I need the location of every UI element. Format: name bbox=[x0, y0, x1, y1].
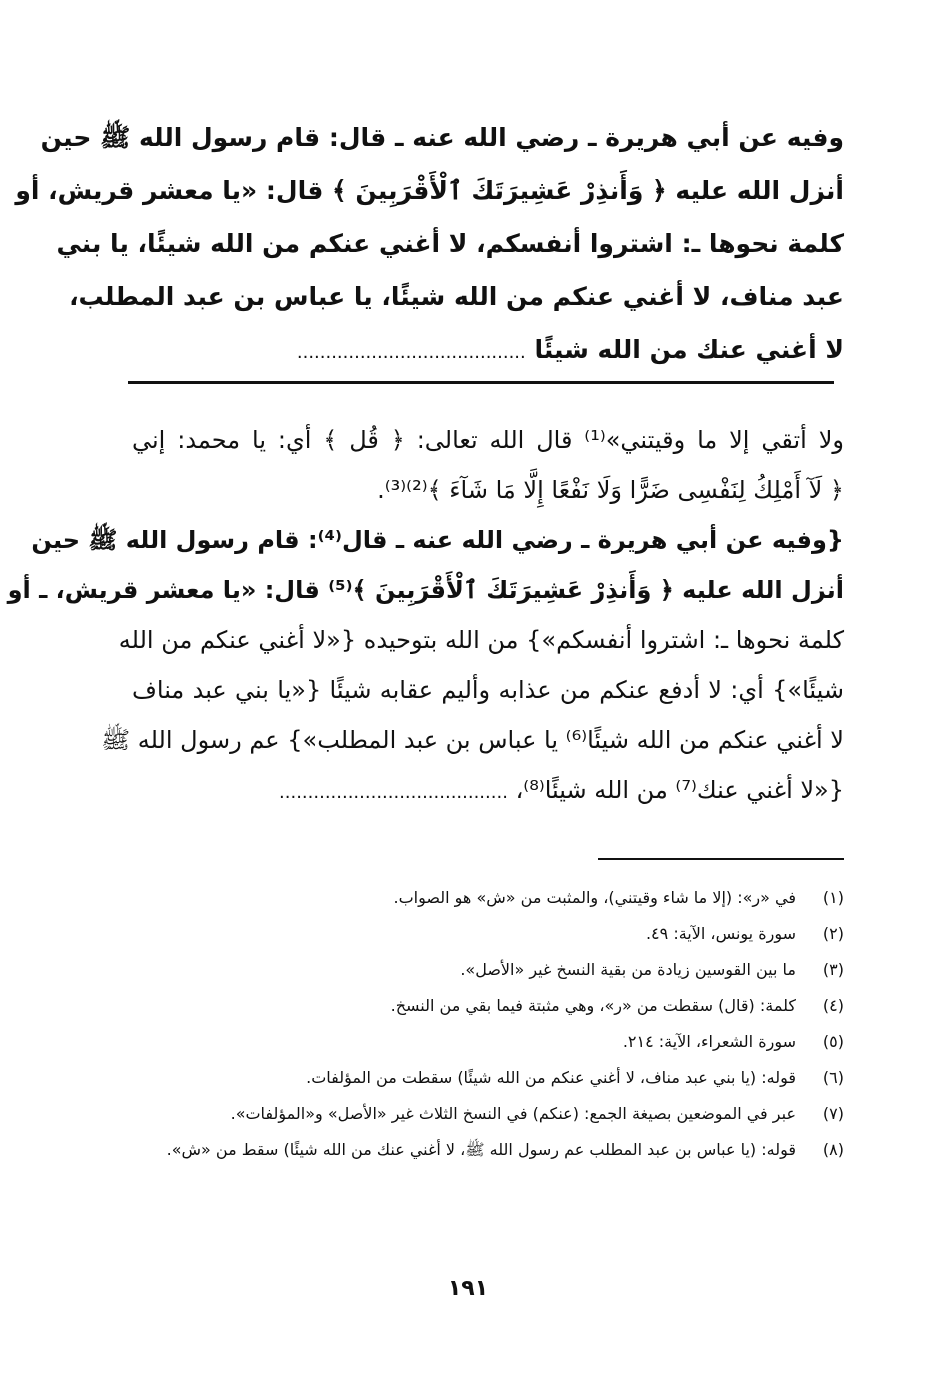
commentary-line: شيئًا»} أي: لا أدفع عنكم من عذابه وأليم عقابه شيئًا {«يا بني عبد مناف bbox=[132, 676, 844, 704]
footnote-number: (٥) bbox=[822, 1032, 844, 1051]
footnotes-section bbox=[132, 880, 844, 1168]
hadith-line: أنزل الله عليه ﴿ وَأَنذِرْ عَشِيرَتَكَ ٱلْأَقْرَبِينَ ﴾ قال: «يا معشر قريش، أو bbox=[15, 176, 844, 205]
continuation-dots: ........................................ bbox=[279, 782, 508, 803]
footnote-number: (٤) bbox=[822, 996, 844, 1015]
footnote-item bbox=[132, 952, 844, 988]
footnote-text: سورة الشعراء، الآية: ٢١٤. bbox=[622, 1032, 796, 1051]
footnote-text: قوله: (يا بني عبد مناف، لا أغني عنكم من الله شيئًا) سقطت من المؤلفات. bbox=[306, 1068, 796, 1087]
footnote-item bbox=[132, 1096, 844, 1132]
hadith-line-last bbox=[132, 323, 844, 376]
hadith-text-block bbox=[15, 111, 844, 376]
footnote-text: ما بين القوسين زيادة من بقية النسخ غير «الأصل». bbox=[460, 960, 796, 979]
page-number: ١٩١ bbox=[447, 1276, 489, 1301]
commentary-line: لا أغني عنكم من الله شيئًا⁽⁶⁾ يا عباس بن عبد المطلب»} عم رسول الله ﷺ bbox=[101, 726, 844, 754]
hadith-line: كلمة نحوها ـ: اشتروا أنفسكم، لا أغني عنكم من الله شيئًا، يا بني bbox=[56, 229, 844, 258]
continuation-dots: ........................................ bbox=[296, 342, 526, 363]
commentary-line: {وفيه عن أبي هريرة ـ رضي الله عنه ـ قال⁽⁴⁾: قام رسول الله ﷺ حين bbox=[31, 526, 844, 554]
footnote-item bbox=[132, 1024, 844, 1060]
hadith-line-text: لا أغني عنك من الله شيئًا bbox=[534, 335, 844, 364]
footnote-number: (٢) bbox=[822, 924, 844, 943]
commentary-line: كلمة نحوها ـ: اشتروا أنفسكم»} من الله بتوحيده {«لا أغني عنكم من الله bbox=[118, 626, 844, 654]
footnote-number: (٦) bbox=[822, 1068, 844, 1087]
footnote-text: عبر في الموضعين بصيغة الجمع: (عنكم) في النسخ الثلاث غير «الأصل» و«المؤلفات». bbox=[230, 1104, 796, 1123]
footnote-number: (١) bbox=[822, 888, 844, 907]
footnote-item bbox=[132, 988, 844, 1024]
footnote-item bbox=[132, 1060, 844, 1096]
footnote-divider bbox=[598, 858, 844, 860]
hadith-line: عبد مناف، لا أغني عنكم من الله شيئًا، يا عباس بن عبد المطلب، bbox=[69, 282, 844, 311]
commentary-line: ﴿ لَآ أَمْلِكُ لِنَفْسِى ضَرًّا وَلَا نَفْعًا إِلَّا مَا شَآءَ ﴾⁽²⁾⁽³⁾. bbox=[377, 476, 844, 504]
footnote-item bbox=[132, 1132, 844, 1168]
commentary-line-last bbox=[132, 765, 844, 815]
footnote-text: كلمة: (قال) سقطت من «ر»، وهي مثبتة فيما بقي من النسخ. bbox=[390, 996, 796, 1015]
footnote-text: سورة يونس، الآية: ٤٩. bbox=[645, 924, 796, 943]
footnote-text: في «ر»: (إلا ما شاء وقيتني)، والمثبت من «ش» هو الصواب. bbox=[393, 888, 796, 907]
footnote-number: (٧) bbox=[822, 1104, 844, 1123]
footnote-text: قوله: (يا عباس بن عبد المطلب عم رسول الله ﷺ، لا أغني عنك من الله شيئًا) سقط من «ش». bbox=[166, 1140, 796, 1159]
footnote-item bbox=[132, 916, 844, 952]
commentary-line: ولا أتقي إلا ما وقيتني»⁽¹⁾ قال الله تعالى: ﴿ قُل ﴾ أي: يا محمد: إني bbox=[132, 426, 844, 454]
footnote-number: (٨) bbox=[822, 1140, 844, 1159]
hadith-line: وفيه عن أبي هريرة ـ رضي الله عنه ـ قال: قام رسول الله ﷺ حين bbox=[40, 123, 844, 152]
commentary-text-block bbox=[7, 415, 844, 815]
commentary-line: أنزل الله عليه ﴿ وَأَنذِرْ عَشِيرَتَكَ ٱلْأَقْرَبِينَ ﴾⁽⁵⁾ قال: «يا معشر قريش، ـ أو bbox=[7, 576, 844, 604]
footnote-number: (٣) bbox=[822, 960, 844, 979]
commentary-line-text: {«لا أغني عنك⁽⁷⁾ من الله شيئًا⁽⁸⁾، bbox=[515, 776, 844, 804]
section-divider bbox=[128, 381, 834, 384]
footnote-item bbox=[132, 880, 844, 916]
